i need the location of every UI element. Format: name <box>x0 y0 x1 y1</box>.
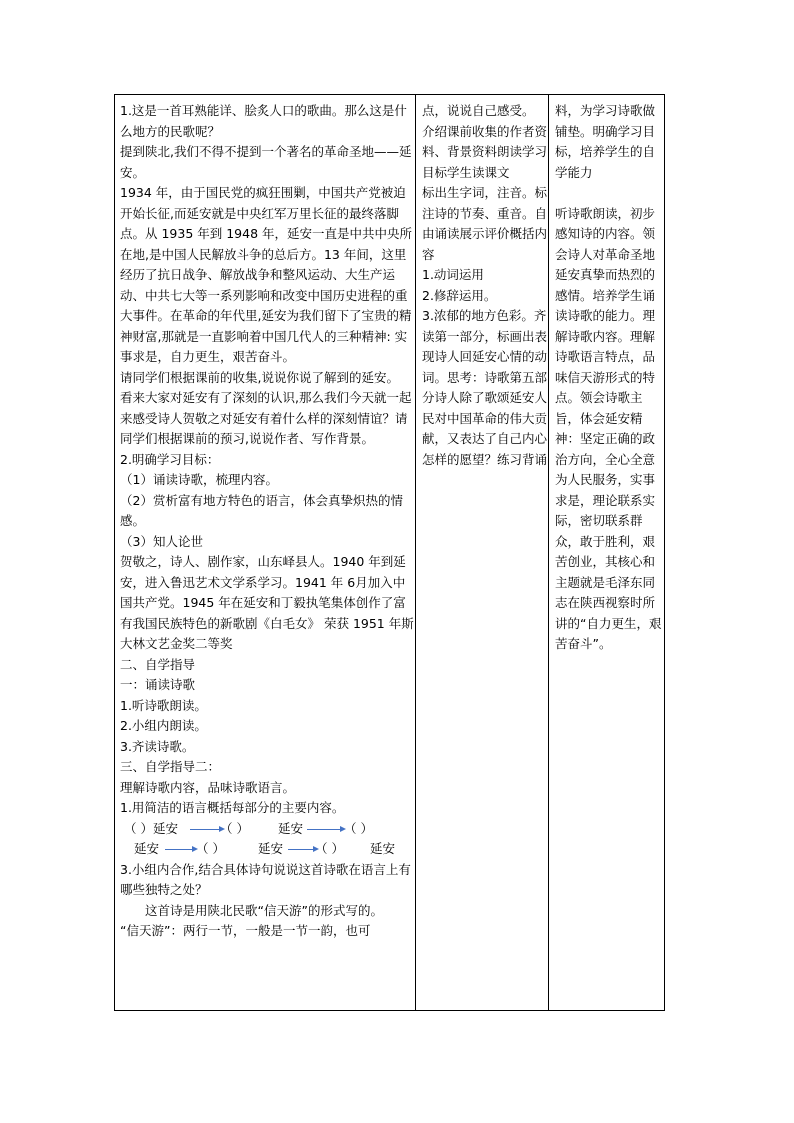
paragraph: 3.小组内合作,结合具体诗句说说这首诗歌在语言上有哪些独特之处？ <box>120 861 411 897</box>
paragraph: 提到陕北,我们不得不提到一个著名的革命圣地——延安。 <box>120 144 412 180</box>
arrow-right-icon <box>190 829 220 830</box>
paragraph: 2.明确学习目标： <box>120 451 220 467</box>
paragraph: “信天游”：两行一节，一般是一节一韵，也可 <box>120 923 371 938</box>
paragraph: 点，说说自己感受。 <box>422 103 535 118</box>
paragraph: 介绍课前收集的作者资料、背景资料朗读学习目标学生读课文 <box>422 123 548 180</box>
blank-text: （ ） <box>220 820 249 836</box>
paragraph: 二、自学指导 <box>120 656 196 672</box>
paragraph: 听诗歌朗读，初步感知诗的内容。领会诗人对革命圣地延安真挚而热烈的感情。培养学生诵读诗歌的能力。理解诗歌内容。理解诗歌语言特点，品味信天游形式的特点。领会诗歌主旨，体会延安精神：坚定正确的政治方向，全心全意为人民服务，实事求是，理论联系实际，密切联系群众，敢于胜利，艰苦创业，其核心和主题就是毛泽东同志在陕西视察时所讲的“自力更生，艰苦奋斗”。 <box>555 205 662 651</box>
paragraph: 标出生字词，注音。标注诗的节奏、重音。自由诵读展示评价概括内容 <box>422 185 548 262</box>
paragraph: 贺敬之，诗人、剧作家，山东峄县人。1940 年到延安，进入鲁迅艺术文学系学习。1941 年 6月加入中国共产党。1945 年在延安和丁毅执笔集体创作了富有我国民族特色的新歌剧《白毛女》 荣获 1951 年斯大林文艺金奖二等奖 <box>120 554 414 651</box>
arrow-right-icon <box>165 849 193 850</box>
paragraph: 1.这是一首耳熟能详、脍炙人口的歌曲。那么这是什么地方的民歌呢？ <box>120 103 407 139</box>
paragraph: 这首诗是用陕北民歌“信天游”的形式写的。 <box>145 902 383 918</box>
teaching-content-column <box>120 101 415 942</box>
paragraph: 2.修辞运用。 <box>422 287 497 303</box>
paragraph: （1）诵读诗歌，梳理内容。 <box>120 472 278 487</box>
column-divider <box>548 95 549 1010</box>
blank-text: 延安 <box>258 841 284 856</box>
paragraph: 看来大家对延安有了深刻的认识,那么我们今天就一起来感受诗人贺敬之对延安有着什么样的深刻情谊？请同学们根据课前的预习,说说作者、写作背景。 <box>120 390 412 446</box>
paragraph: （2）赏析富有地方特色的语言，体会真挚炽热的情感。 <box>120 492 403 528</box>
blank-text: 延安 <box>370 841 396 856</box>
paragraph: 2.小组内朗读。 <box>120 718 207 733</box>
paragraph: 一：诵读诗歌 <box>120 677 196 692</box>
paragraph: 1.动词运用 <box>422 267 484 282</box>
blank-text: （ ）延安 <box>124 820 178 836</box>
blank-text: 延安 <box>134 841 160 856</box>
paragraph: 三、自学指导二： <box>120 759 221 774</box>
blank-text: （ ） <box>344 820 373 836</box>
paragraph: 1.用简洁的语言概括每部分的主要内容。 <box>120 800 345 815</box>
paragraph: 1.听诗歌朗读。 <box>120 697 207 713</box>
column-divider <box>415 95 416 1010</box>
paragraph: 请同学们根据课前的收集,说说你说了解到的延安。 <box>120 369 399 385</box>
blank-text: （ ） <box>196 841 225 856</box>
blank-text: （ ） <box>315 841 344 856</box>
blank-text: 延安 <box>278 820 304 836</box>
lesson-plan-table <box>114 94 665 1011</box>
summary-arrow-row <box>120 819 415 840</box>
paragraph: （3）知人论世 <box>120 533 203 549</box>
paragraph: 1934 年，由于国民党的疯狂围剿，中国共产党被迫开始长征,而延安就是中央红军万里长征的最终落脚点。从 1935 年到 1948 年，延安一直是中共中央所在地,是中国人民解放斗争的总后方。13 年间，这里经历了抗日战争、解放战争和整风运动、大生产运动、中共七大等一系列影响和改变中国历史进程的重大事件。在革命的年代里,延安为我们留下了宝贵的精神财富,那就是一直影响着中国几代人的三种精神: 实事求是，自力更生，艰苦奋斗。 <box>120 185 413 364</box>
paragraph: 3.浓郁的地方色彩。齐读第一部分，标画出表现诗人回延安心情的动词。思考：诗歌第五部分诗人除了歌颂延安人民对中国革命的伟大贡献，又表达了自己内心怎样的愿望？练习背诵 <box>422 308 548 467</box>
student-activity-column <box>422 101 547 470</box>
arrow-right-icon <box>288 849 314 850</box>
summary-arrow-row <box>120 839 415 860</box>
design-intent-column <box>555 101 663 655</box>
arrow-right-icon <box>307 829 341 830</box>
paragraph: 理解诗歌内容，品味诗歌语言。 <box>120 779 296 795</box>
spacer <box>555 183 663 204</box>
paragraph: 料，为学习诗歌做铺垫。明确学习目标，培养学生的自学能力 <box>555 103 656 180</box>
paragraph: 3.齐读诗歌。 <box>120 738 195 754</box>
